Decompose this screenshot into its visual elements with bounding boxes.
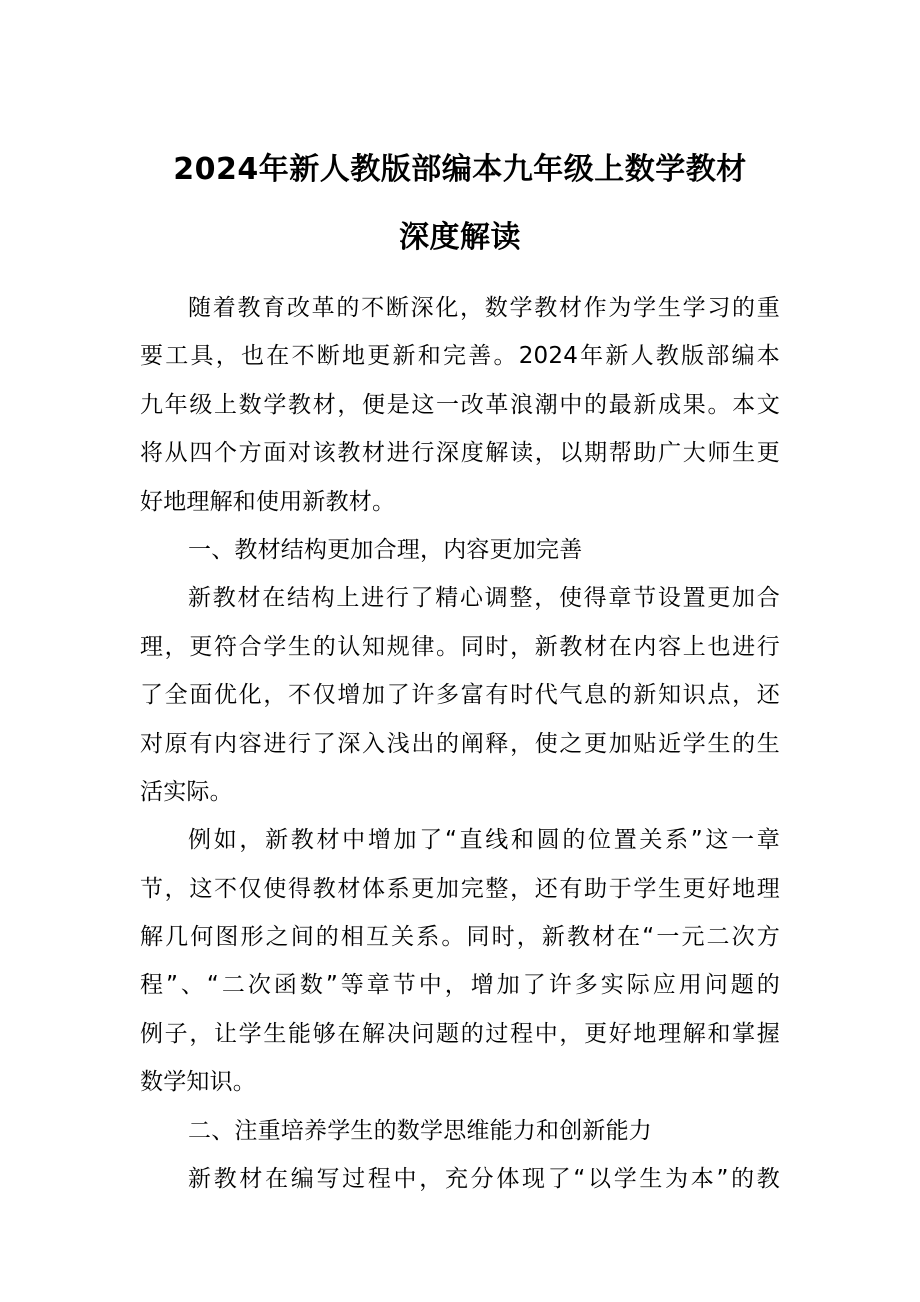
paragraph-line: 节，这不仅使得教材体系更加完整，还有助于学生更好地理 <box>140 875 780 902</box>
paragraph-line: 数学知识。 <box>140 1069 256 1096</box>
paragraph-line: 随着教育改革的不断深化，数学教材作为学生学习的重 <box>188 295 780 321</box>
paragraph-line: 活实际。 <box>140 778 233 805</box>
paragraph-line: 例子，让学生能够在解决问题的过程中，更好地理解和掌握 <box>140 1020 780 1047</box>
paragraph-line: 将从四个方面对该教材进行深度解读，以期帮助广大师生更 <box>140 440 780 467</box>
paragraph-line: 了全面优化，不仅增加了许多富有时代气息的新知识点，还 <box>140 682 780 709</box>
paragraph-line: 理，更符合学生的认知规律。同时，新教材在内容上也进行 <box>140 633 780 660</box>
paragraph-line: 解几何图形之间的相互关系。同时，新教材在“一元二次方 <box>140 924 780 951</box>
paragraph-line: 程”、“二次函数”等章节中，增加了许多实际应用问题的 <box>140 972 780 999</box>
paragraph-line: 要工具，也在不断地更新和完善。2024年新人教版部编本 <box>140 343 780 370</box>
paragraph-line: 对原有内容进行了深入浅出的阐释，使之更加贴近学生的生 <box>140 730 780 757</box>
document-title-line-1: 2024年新人教版部编本九年级上数学教材 <box>173 152 747 187</box>
document-title-line-2: 深度解读 <box>399 220 521 255</box>
section-heading: 二、注重培养学生的数学思维能力和创新能力 <box>188 1117 652 1144</box>
paragraph-line: 九年级上数学教材，便是这一改革浪潮中的最新成果。本文 <box>140 391 780 418</box>
section-heading: 一、教材结构更加合理，内容更加完善 <box>188 536 583 563</box>
paragraph-line: 例如，新教材中增加了“直线和圆的位置关系”这一章 <box>188 827 780 854</box>
paragraph-line: 新教材在编写过程中，充分体现了“以学生为本”的教 <box>188 1166 780 1193</box>
paragraph-line: 好地理解和使用新教材。 <box>140 488 396 515</box>
paragraph-line: 新教材在结构上进行了精心调整，使得章节设置更加合 <box>188 585 780 612</box>
document-body <box>140 284 780 1203</box>
